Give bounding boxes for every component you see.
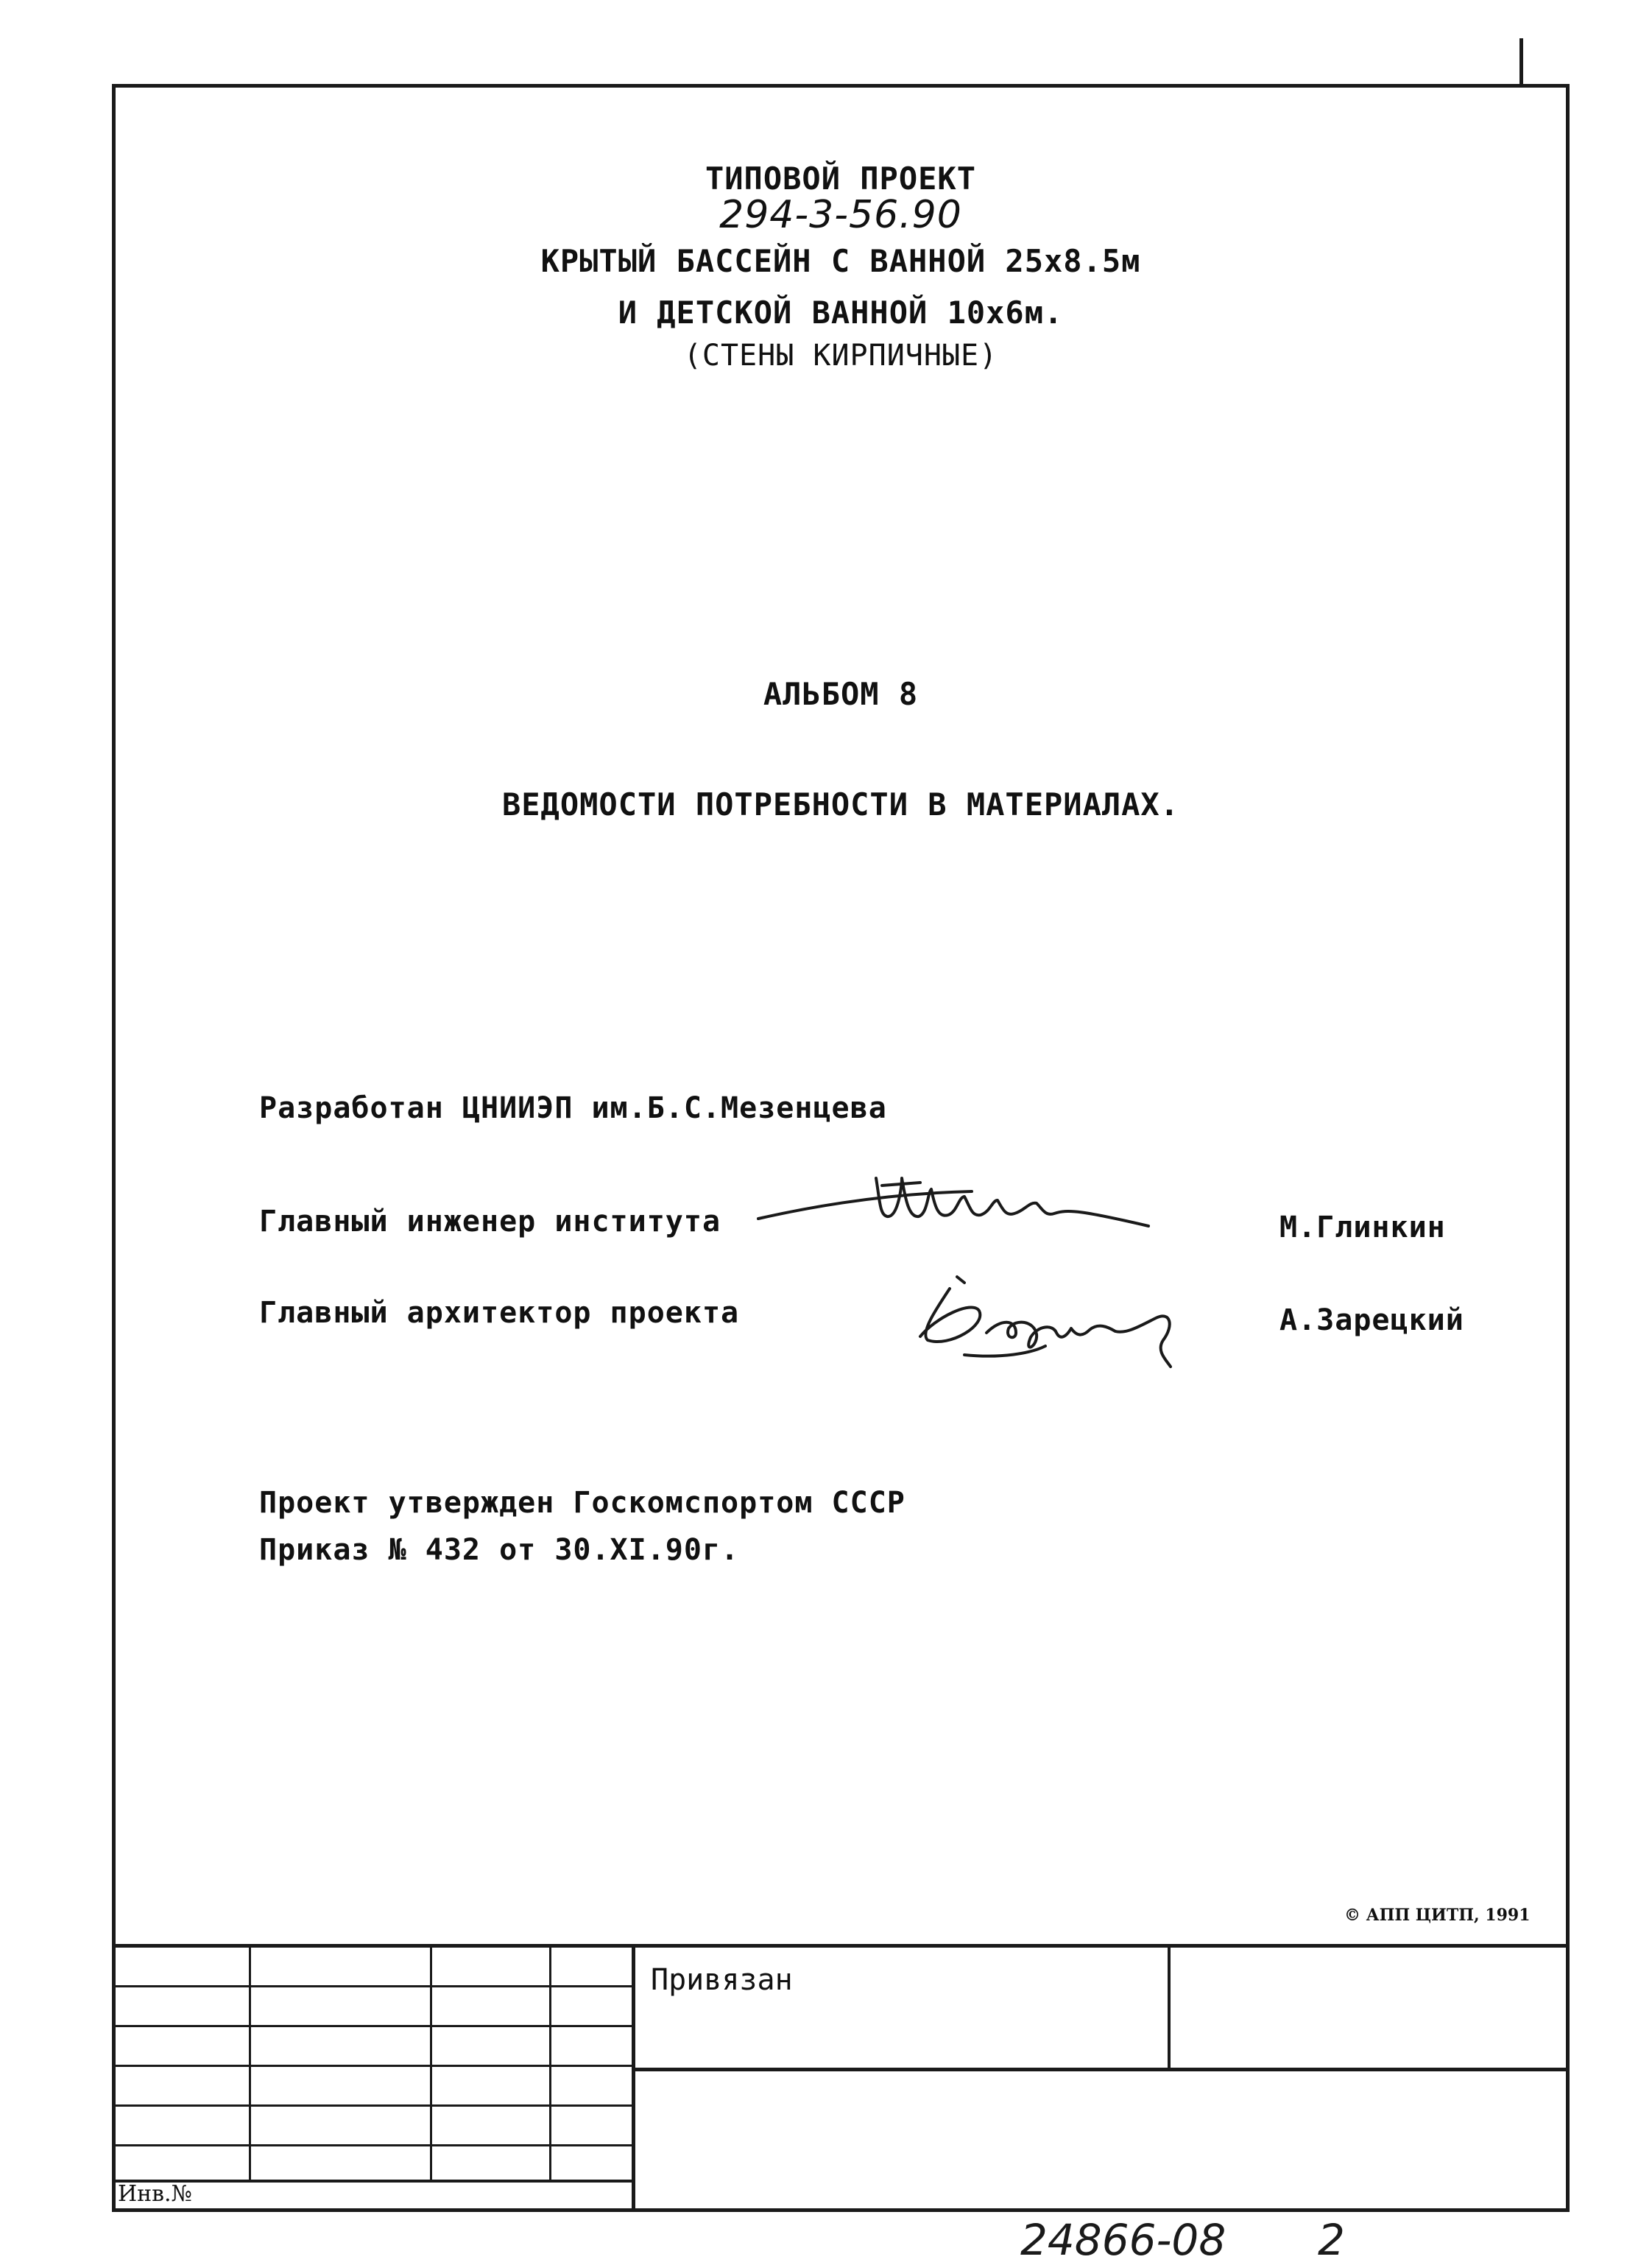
grid-row-line bbox=[112, 1985, 632, 1987]
chief-architect-signature bbox=[906, 1267, 1229, 1377]
header-line-type: ТИПОВОЙ ПРОЕКТ bbox=[705, 161, 976, 197]
project-number: 294-3-56.90 bbox=[719, 193, 962, 237]
copyright-note: © АПП ЦИТП, 1991 bbox=[1344, 1906, 1531, 1925]
title-block-top-border bbox=[112, 1944, 1570, 1948]
grid-col-line bbox=[249, 1944, 251, 2181]
approval-line-1: Проект утвержден Госкомспортом СССР bbox=[259, 1486, 906, 1520]
frame-tab-mark bbox=[1519, 38, 1523, 87]
grid-row-line bbox=[112, 2144, 632, 2146]
header-line-kids-pool: И ДЕТСКОЙ ВАННОЙ 10х6м. bbox=[618, 295, 1064, 331]
grid-row-line bbox=[112, 2104, 632, 2107]
chief-engineer-name: М.Глинкин bbox=[1279, 1211, 1446, 1244]
bound-label: Привязан bbox=[651, 1963, 793, 1997]
approval-line-2: Приказ № 432 от 30.XI.90г. bbox=[259, 1533, 740, 1567]
grid-row-line bbox=[112, 2065, 632, 2067]
sheet-number: 2 bbox=[1318, 2215, 1345, 2265]
header-line-title: КРЫТЫЙ БАССЕЙН С ВАННОЙ 25х8.5м bbox=[540, 243, 1141, 279]
grid-col-line bbox=[430, 1944, 432, 2181]
album-subtitle: ВЕДОМОСТИ ПОТРЕБНОСТИ В МАТЕРИАЛАХ. bbox=[501, 786, 1179, 822]
chief-architect-name: А.Зарецкий bbox=[1279, 1303, 1464, 1337]
chief-architect-role: Главный архитектор проекта bbox=[259, 1296, 740, 1330]
title-block-mid-border bbox=[633, 2068, 1570, 2071]
album-title: АЛЬБОМ 8 bbox=[763, 676, 919, 712]
grid-col-line bbox=[549, 1944, 551, 2181]
chief-engineer-signature bbox=[751, 1156, 1163, 1252]
header-line-walls: (СТЕНЫ КИРПИЧНЫЕ) bbox=[683, 339, 998, 373]
title-block-field-divider bbox=[1168, 1944, 1171, 2069]
title-block-divider bbox=[632, 1944, 635, 2212]
chief-engineer-role: Главный инженер института bbox=[259, 1205, 721, 1239]
document-code: 24866-08 bbox=[1020, 2215, 1226, 2265]
drawing-frame bbox=[112, 84, 1570, 2212]
developer-line: Разработан ЦНИИЭП им.Б.С.Мезенцева bbox=[259, 1091, 887, 1125]
inventory-label: Инв.№ bbox=[118, 2181, 192, 2207]
grid-row-line bbox=[112, 2025, 632, 2027]
